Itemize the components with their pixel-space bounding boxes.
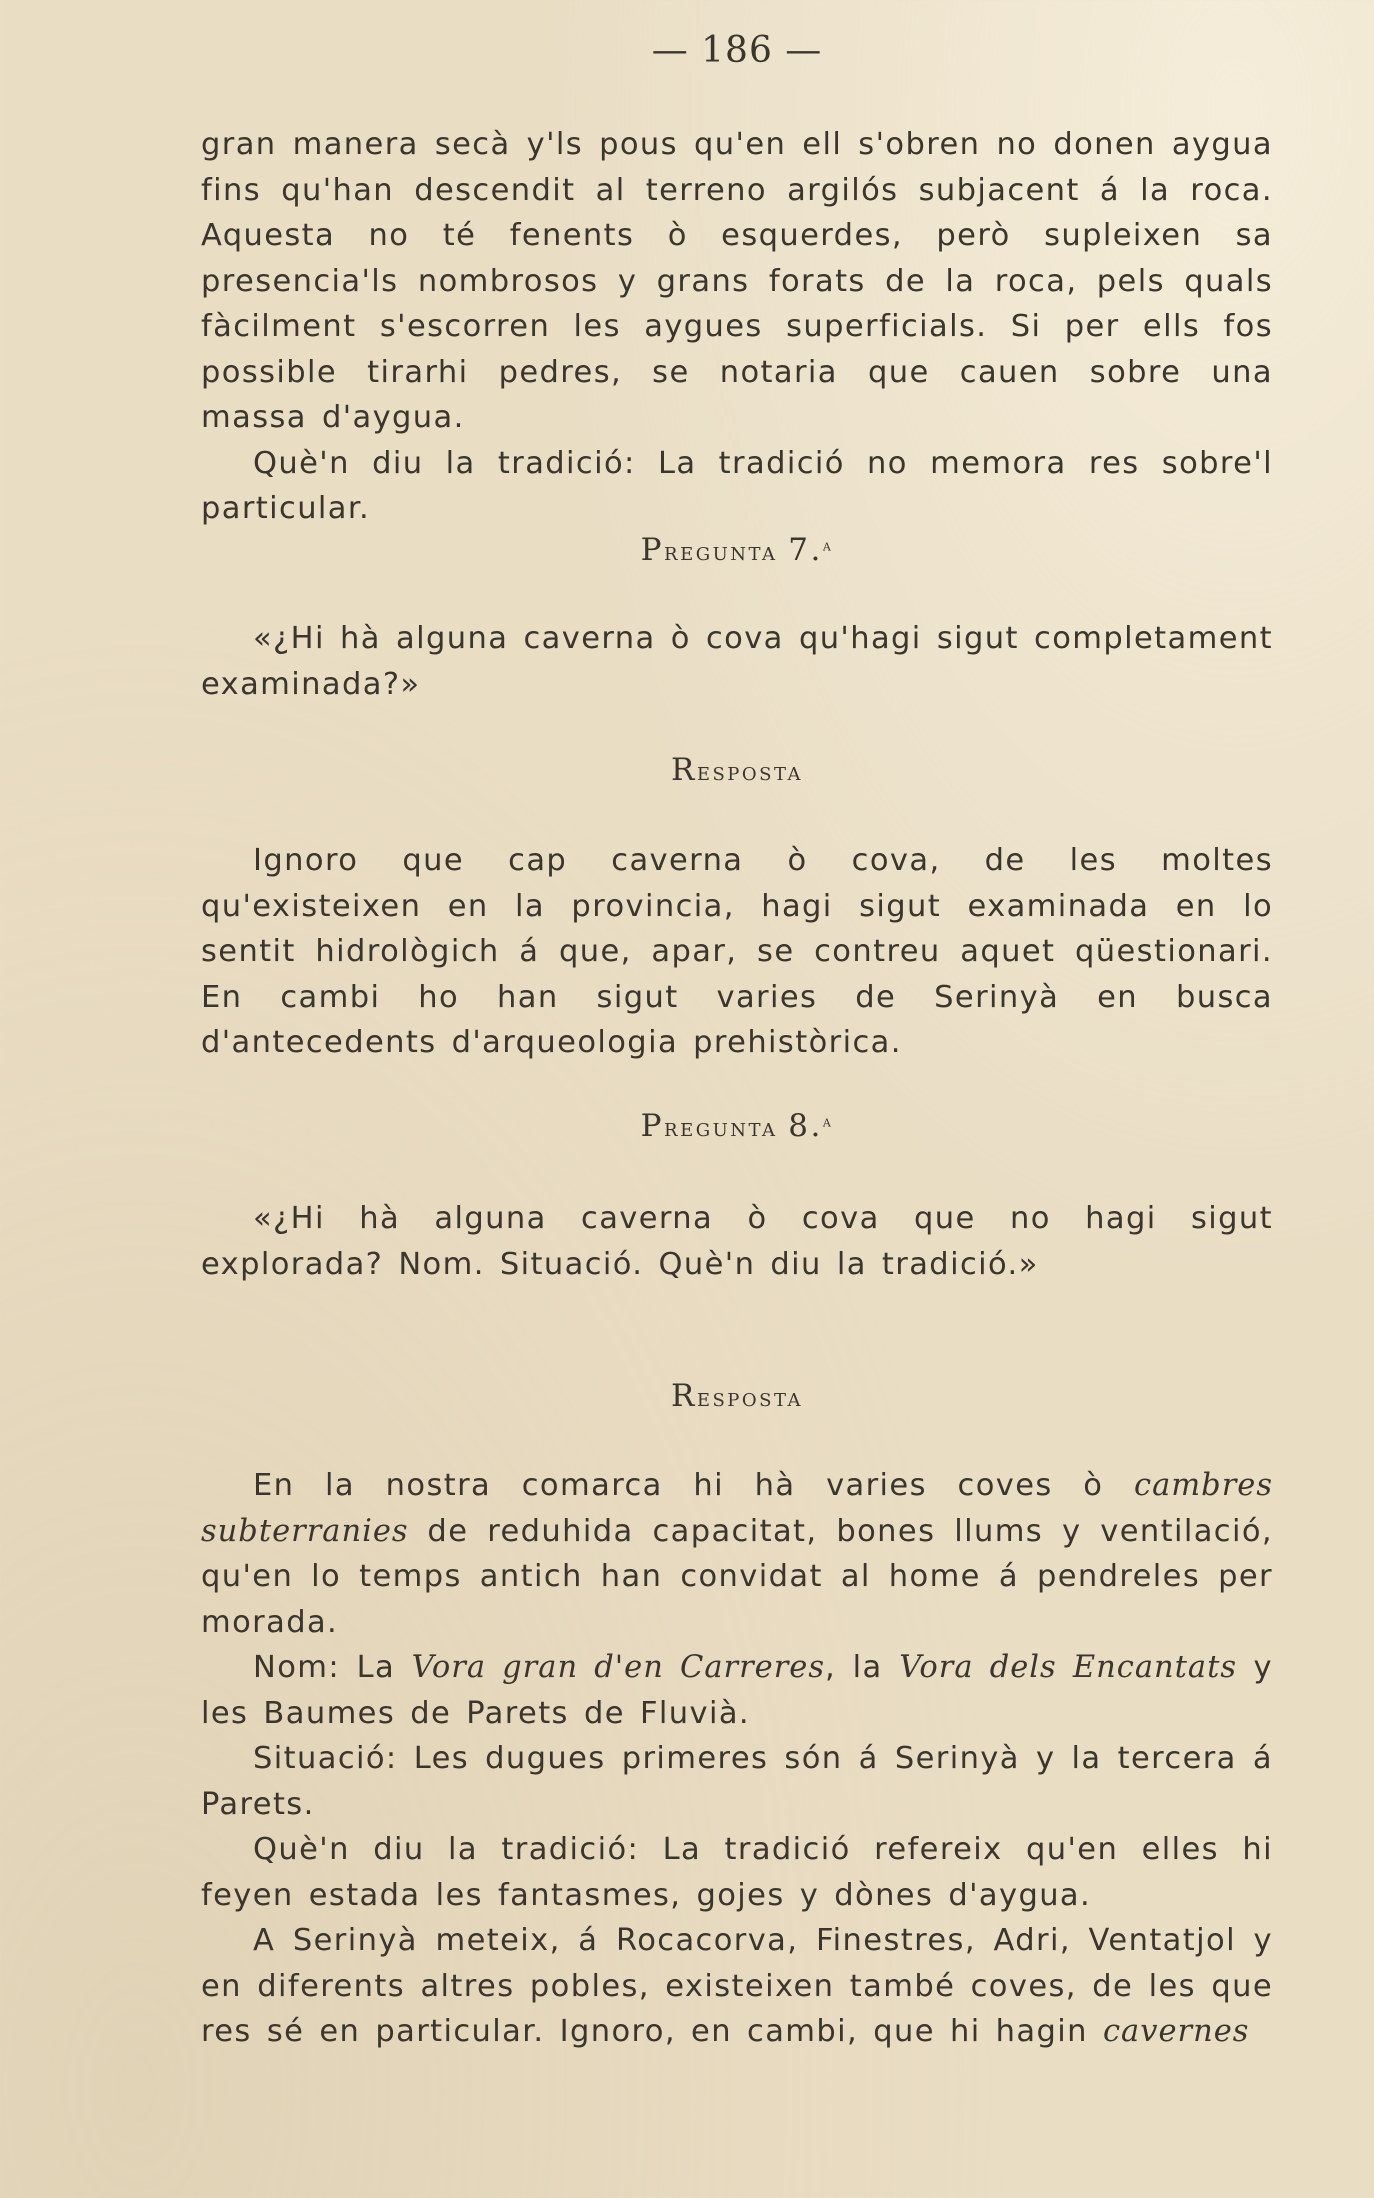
paragraph: Què'n diu la tradició: La tradició no memora res sobre'l particular. xyxy=(201,445,1273,526)
answer-8-text xyxy=(201,1463,1273,2055)
paragraph: En la nostra comarca hi hà varies coves ò cambres subterranies de reduhida capacitat, bones llums y ventilació, qu'en lo temps antich han convidat al home á pendreles per morada. xyxy=(201,1468,1273,1640)
paragraph: gran manera secà y'ls pous qu'en ell s'obren no donen aygua fins qu'han descendit al terreno argilós subjacent á la roca. Aquesta no té fenents ò esquerdes, però supleixen sa presencia'ls nombrosos y grans forats de la roca, pels quals fàcilment s'escorren les aygues superficials. Si per ells fos possible tirarhi pedres, se notaria que cauen sobre una massa d'aygua. xyxy=(201,127,1273,435)
question-8-heading: Pregunta 8.$^a$ xyxy=(640,1108,834,1144)
answer-7-text xyxy=(201,838,1273,1066)
paragraph: «¿Hi hà alguna caverna ò cova qu'hagi sigut completament examinada?» xyxy=(201,621,1273,702)
question-8-text xyxy=(201,1196,1273,1287)
continuation-text xyxy=(201,122,1273,532)
paragraph: Situació: Les dugues primeres són á Serinyà y la tercera á Parets. xyxy=(201,1741,1273,1822)
page-number: — 186 — xyxy=(651,30,823,71)
paragraph: Nom: La Vora gran d'en Carreres, la Vora dels Encantats y les Baumes de Parets de Fluvià. xyxy=(201,1650,1274,1731)
paragraph: «¿Hi hà alguna caverna ò cova que no hagi sigut explorada? Nom. Situació. Què'n diu la tradició.» xyxy=(201,1201,1273,1282)
answer-7-heading: Resposta xyxy=(670,752,804,788)
paragraph: Ignoro que cap caverna ò cova, de les moltes qu'existeixen en la provincia, hagi sigut examinada en lo sentit hidrològich á que, apar, se contreu aquet qüestionari. En cambi ho han sigut varies de Serinyà en busca d'antecedents d'arqueologia prehistòrica. xyxy=(201,843,1273,1060)
paragraph: Què'n diu la tradició: La tradició refereix qu'en elles hi feyen estada les fantasmes, gojes y dònes d'aygua. xyxy=(201,1832,1273,1913)
paragraph: A Serinyà meteix, á Rocacorva, Finestres, Adri, Ventatjol y en diferents altres pobles, existeixen també coves, de les que res sé en particular. Ignoro, en cambi, que hi hagin cavernes xyxy=(201,1923,1273,2049)
answer-8-heading: Resposta xyxy=(670,1378,804,1414)
question-7-heading: Pregunta 7.$^a$ xyxy=(640,532,834,568)
question-7-text xyxy=(201,616,1273,707)
